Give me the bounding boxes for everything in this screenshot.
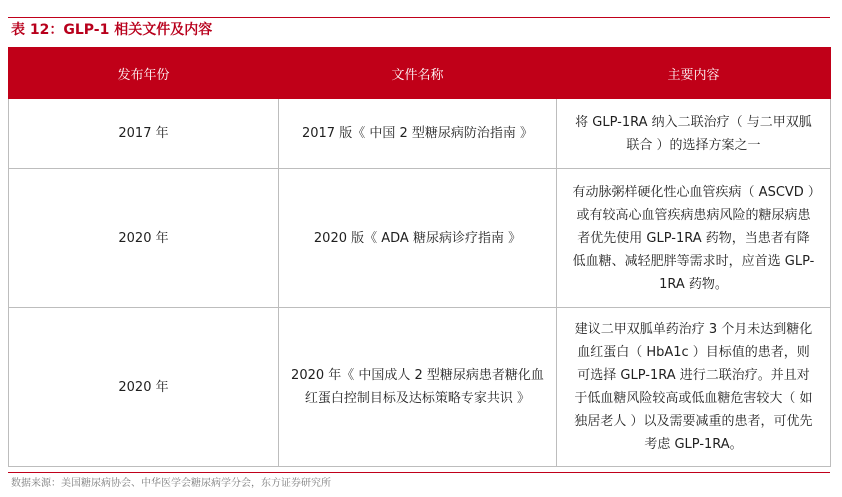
- cell-content: 有动脉粥样硬化性心血管疾病（ ASCVD ）或有较高心血管疾病患病风险的糖尿病患者优先使用 GLP-1RA 药物，当患者有降低血糖、减轻肥胖等需求时，应首选 GLP-1RA 药物。: [557, 169, 831, 308]
- table-caption: 表 12：GLP-1 相关文件及内容: [11, 22, 213, 38]
- cell-document: 2020 版《 ADA 糖尿病诊疗指南 》: [279, 169, 557, 308]
- cell-content: 将 GLP-1RA 纳入二联治疗（ 与二甲双胍联合 ）的选择方案之一: [557, 99, 831, 169]
- source-note: 数据来源：美国糖尿病协会、中华医学会糖尿病学分会，东方证券研究所: [11, 478, 331, 489]
- bottom-divider: [8, 472, 830, 473]
- cell-year: 2020 年: [9, 169, 279, 308]
- cell-year: 2020 年: [9, 308, 279, 467]
- cell-content: 建议二甲双胍单药治疗 3 个月未达到糖化血红蛋白（ HbA1c ）目标值的患者，则可选择 GLP-1RA 进行二联治疗。并且对于低血糖风险较高或低血糖危害较大（ 如独居老人 ）以及需要减重的患者，可优先考虑 GLP-1RA。: [557, 308, 831, 467]
- header-year: 发布年份: [9, 48, 279, 99]
- table-row: [9, 308, 831, 467]
- top-divider: [8, 17, 830, 18]
- glp1-documents-table: [8, 47, 831, 467]
- header-document: 文件名称: [279, 48, 557, 99]
- table-row: [9, 99, 831, 169]
- header-content: 主要内容: [557, 48, 831, 99]
- cell-year: 2017 年: [9, 99, 279, 169]
- table-header-row: [9, 48, 831, 99]
- cell-document: 2017 版《 中国 2 型糖尿病防治指南 》: [279, 99, 557, 169]
- table-row: [9, 169, 831, 308]
- cell-document: 2020 年《 中国成人 2 型糖尿病患者糖化血红蛋白控制目标及达标策略专家共识 》: [279, 308, 557, 467]
